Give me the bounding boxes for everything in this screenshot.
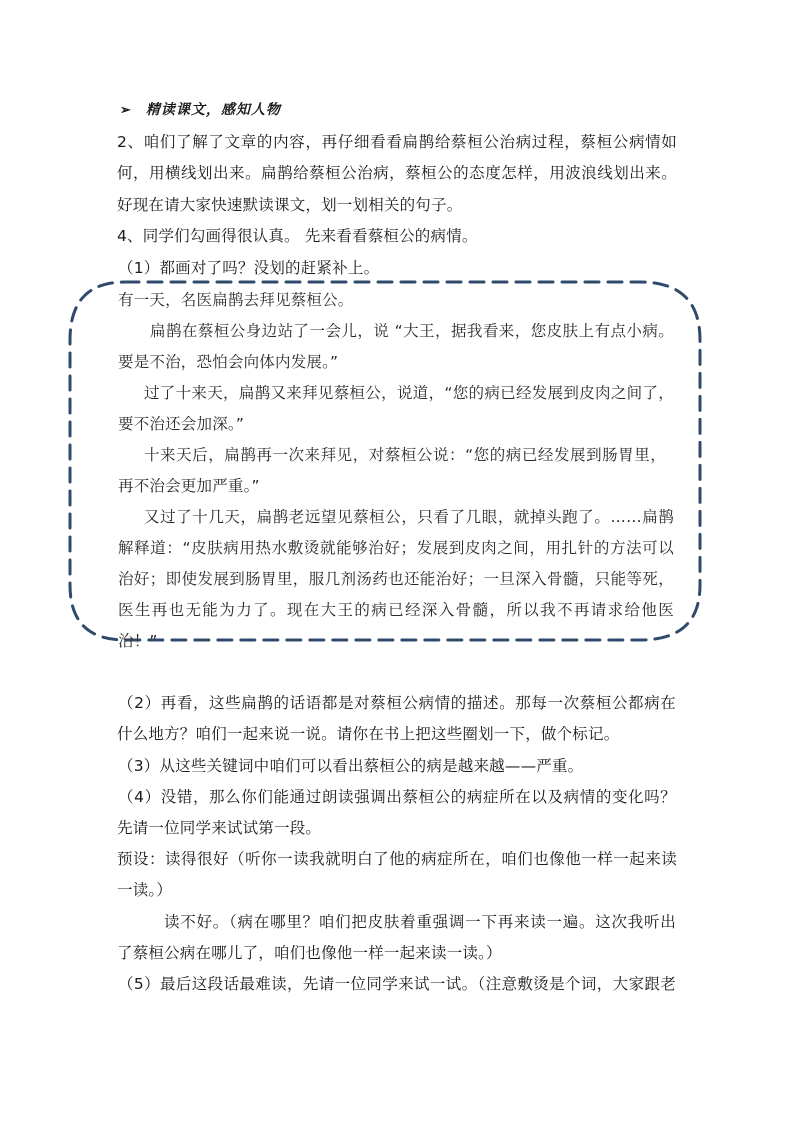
story-line: 解释道：“皮肤病用热水敷烫就能够治好；发展到皮肉之间，用扎针的方法可以 — [118, 539, 674, 557]
paragraph-line: （5）最后这段话最难读，先请一位同学来试一试。（注意敷烫是个词，大家跟老 — [118, 975, 676, 993]
section-title: 精读课文，感知人物 — [145, 102, 281, 118]
paragraph-line: 2、咱们了解了文章的内容，再仔细看看扁鹊给蔡桓公治病过程，蔡桓公病情如 — [117, 133, 677, 151]
paragraph-line: 什么地方？咱们一起来说一说。请你在书上把这些圈划一下，做个标记。 — [117, 725, 620, 743]
paragraph-line: 读不好。（病在哪里？咱们把皮肤着重强调一下再来读一遍。这次我听出 — [164, 913, 676, 931]
story-line: 扁鹊在蔡桓公身边站了一会儿，说 “大王，据我看来，您皮肤上有点小病。 — [150, 322, 674, 340]
paragraph-line: 何，用横线划出来。扁鹊给蔡桓公治病，蔡桓公的态度怎样，用波浪线划出来。 — [117, 164, 677, 182]
story-line: 又过了十几天，扁鹊老远望见蔡桓公，只看了几眼，就掉头跑了。……扁鹊 — [144, 508, 674, 526]
story-line: 治好；即使发展到肠胃里，服几剂汤药也还能治好；一旦深入骨髓，只能等死， — [118, 570, 674, 588]
paragraph-line: 好现在请大家快速默读课文，划一划相关的句子。 — [117, 196, 463, 214]
story-line: 有一天，名医扁鹊去拜见蔡桓公。 — [118, 291, 354, 309]
paragraph-line: （3）从这些关键词中咱们可以看出蔡桓公的病是越来越——严重。 — [118, 757, 584, 775]
paragraph-line: 预设：读得很好（听你一读我就明白了他的病症所在，咱们也像他一样一起来读 — [117, 850, 677, 868]
paragraph-line: 一读。） — [117, 881, 173, 899]
story-line: 要不治还会加深。” — [118, 415, 245, 433]
paragraph-line: 先请一位同学来试试第一段。 — [117, 819, 322, 837]
paragraph-line: 了蔡桓公病在哪儿了，咱们也像他一样一起来读一读。） — [117, 944, 502, 962]
story-line: 十来天后，扁鹊再一次来拜见，对蔡桓公说：“您的病已经发展到肠胃里， — [144, 446, 666, 464]
story-line: 要是不治，恐怕会向体内发展。” — [118, 353, 339, 371]
story-line: 医生再也无能为力了。现在大王的病已经深入骨髓，所以我不再请求给他医 — [118, 601, 674, 619]
section-heading — [120, 100, 281, 121]
story-line: 再不治会更加严重。” — [118, 477, 260, 495]
paragraph-line: 4、同学们勾画得很认真。 先来看看蔡桓公的病情。 — [117, 227, 478, 245]
paragraph-line: （1）都画对了吗？没划的赶紧补上。 — [118, 259, 380, 277]
paragraph-line: （4）没错，那么你们能通过朗读强调出蔡桓公的病症所在以及病情的变化吗？ — [118, 788, 676, 806]
story-line: 过了十来天，扁鹊又来拜见蔡桓公，说道，“您的病已经发展到皮肉之间了， — [144, 384, 674, 402]
arrow-bullet-icon: ➢ — [120, 103, 132, 118]
story-line: 治！” — [118, 632, 158, 650]
paragraph-line: （2）再看，这些扁鹊的话语都是对蔡桓公病情的描述。那每一次蔡桓公都病在 — [118, 694, 676, 712]
